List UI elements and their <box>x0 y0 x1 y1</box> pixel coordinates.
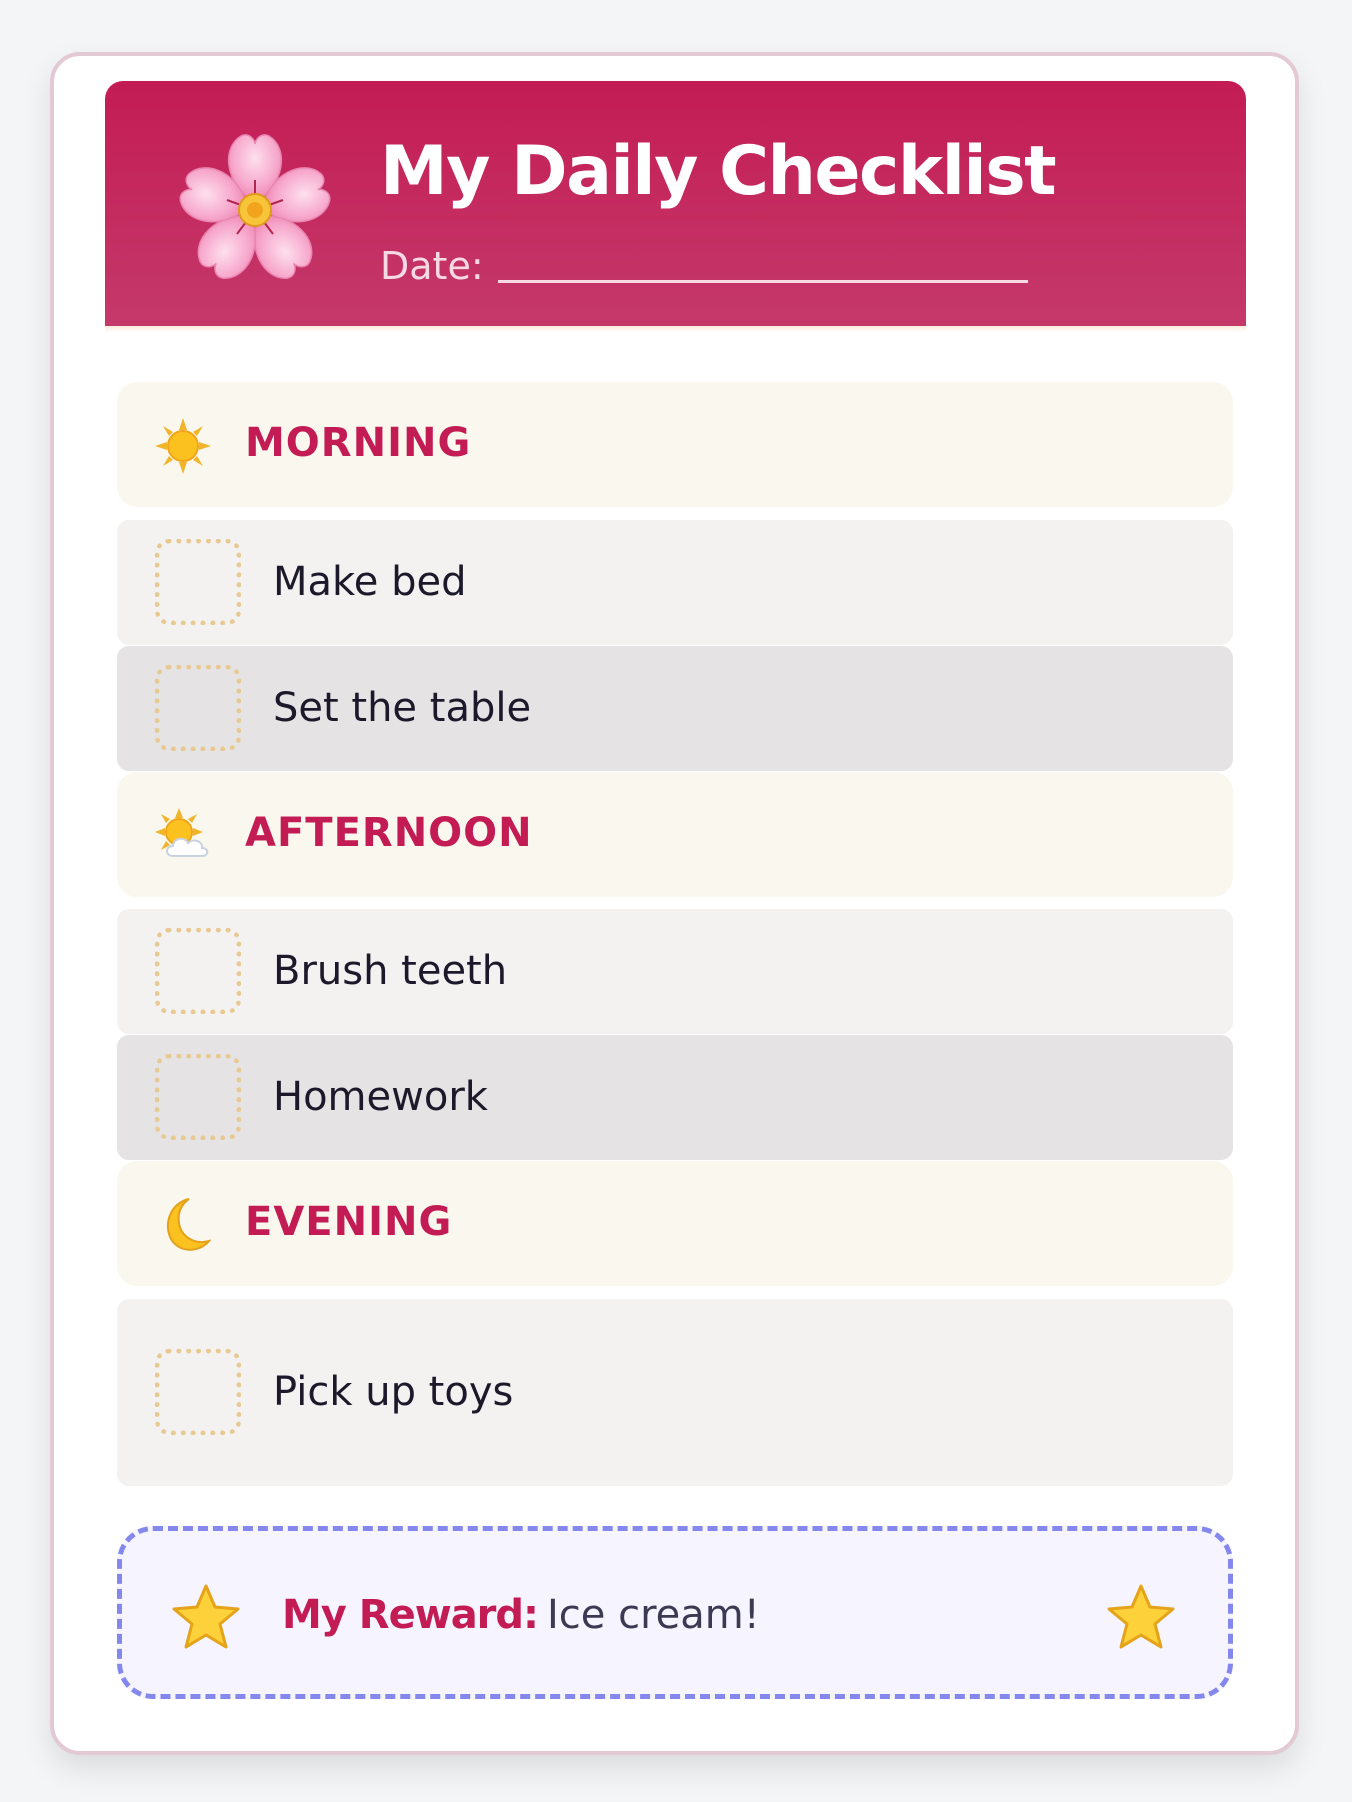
checkbox[interactable] <box>155 539 241 625</box>
reward-label: My Reward: <box>282 1592 539 1638</box>
task-label: Brush teeth <box>273 948 508 994</box>
reward-value[interactable]: Ice cream! <box>547 1592 760 1638</box>
task-row[interactable] <box>117 909 1233 1034</box>
task-label: Pick up toys <box>273 1369 514 1415</box>
section-label: MORNING <box>245 420 472 466</box>
star-icon <box>1107 1583 1175 1651</box>
reward-box <box>117 1526 1233 1699</box>
header-divider <box>105 326 1246 332</box>
task-label: Homework <box>273 1074 488 1120</box>
checkbox[interactable] <box>155 1349 241 1435</box>
section-afternoon <box>117 772 1233 897</box>
star-icon <box>172 1583 240 1651</box>
task-label: Make bed <box>273 559 467 605</box>
task-row[interactable] <box>117 1035 1233 1160</box>
task-row[interactable] <box>117 1299 1233 1486</box>
task-row[interactable] <box>117 520 1233 645</box>
section-evening <box>117 1161 1233 1286</box>
date-blank-line[interactable] <box>498 280 1028 283</box>
task-row[interactable] <box>117 646 1233 771</box>
page-title: My Daily Checklist <box>380 132 1056 211</box>
cherry-blossom-icon <box>175 130 335 290</box>
crescent-moon-icon <box>155 1197 211 1253</box>
checkbox[interactable] <box>155 1054 241 1140</box>
date-label: Date: <box>380 244 484 288</box>
section-morning <box>117 382 1233 507</box>
checkbox[interactable] <box>155 665 241 751</box>
sun-icon <box>155 418 211 474</box>
section-label: EVENING <box>245 1199 453 1245</box>
date-field[interactable] <box>380 244 1028 288</box>
sun-behind-cloud-icon <box>155 808 211 864</box>
section-label: AFTERNOON <box>245 810 533 856</box>
checkbox[interactable] <box>155 928 241 1014</box>
task-label: Set the table <box>273 685 532 731</box>
